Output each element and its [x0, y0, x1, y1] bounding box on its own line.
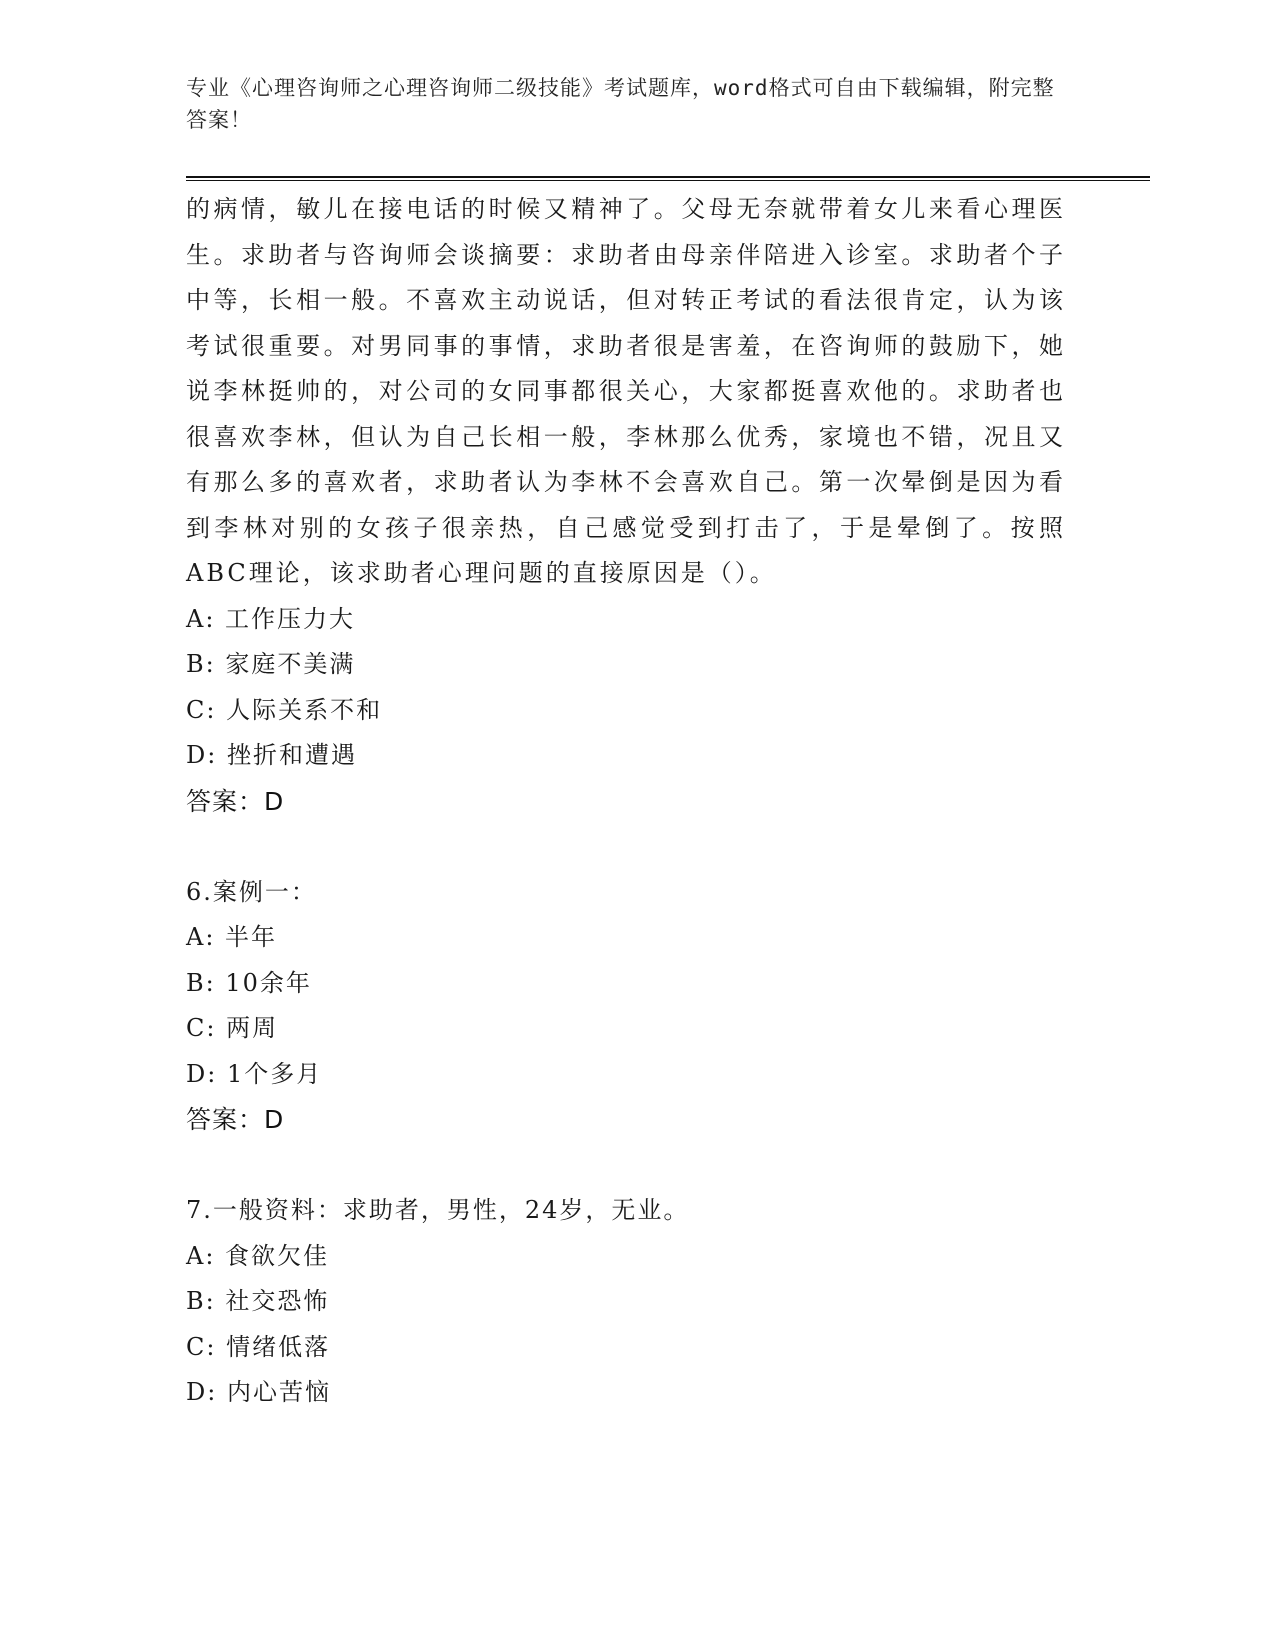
question-title: 7.一般资料：求助者，男性，24岁，无业。	[186, 1196, 690, 1224]
header-divider	[186, 176, 1150, 181]
question-5	[186, 187, 1066, 824]
question-stem: 的病情，敏儿在接电话的时候又精神了。父母无奈就带着女儿来看心理医生。求助者与咨询师会谈摘要：求助者由母亲伴陪进入诊室。求助者个子中等，长相一般。不喜欢主动说话，但对转正考试的看法很肯定，认为该考试很重要。对男同事的事情，求助者很是害羞，在咨询师的鼓励下，她说李林挺帅的，对公司的女同事都很关心，大家都挺喜欢他的。求助者也很喜欢李林，但认为自己长相一般，李林那么优秀，家境也不错，况且又有那么多的喜欢者，求助者认为李林不会喜欢自己。第一次晕倒是因为看到李林对别的女孩子很亲热，自己感觉受到打击了，于是晕倒了。按照ABC理论，该求助者心理问题的直接原因是（）。	[186, 195, 1066, 587]
option-c: C: 情绪低落	[186, 1332, 331, 1361]
option-a: A: 食欲欠佳	[186, 1241, 330, 1270]
option-c: C: 人际关系不和	[186, 695, 383, 724]
option-b: B: 社交恐怖	[186, 1287, 330, 1315]
spacer	[186, 1143, 1066, 1189]
answer-line: 答案：D	[186, 786, 285, 816]
document-body	[186, 187, 1066, 1416]
question-7	[186, 1188, 1066, 1416]
option-a: A: 工作压力大	[186, 604, 356, 633]
option-c: C: 两周	[186, 1014, 279, 1042]
spacer	[186, 824, 1066, 870]
option-b: B: 家庭不美满	[186, 650, 356, 678]
option-d: D: 挫折和遭遇	[186, 741, 357, 769]
option-b: B: 10余年	[186, 968, 312, 997]
question-6	[186, 870, 1066, 1143]
page-header-text: 专业《心理咨询师之心理咨询师二级技能》考试题库，word格式可自由下载编辑，附完整答案！	[186, 76, 1055, 132]
option-a: A: 半年	[186, 923, 278, 951]
option-d: D: 内心苦恼	[186, 1378, 331, 1406]
answer-line: 答案：D	[186, 1105, 285, 1134]
question-title: 6.案例一：	[186, 877, 317, 906]
option-d: D: 1个多月	[186, 1059, 323, 1088]
